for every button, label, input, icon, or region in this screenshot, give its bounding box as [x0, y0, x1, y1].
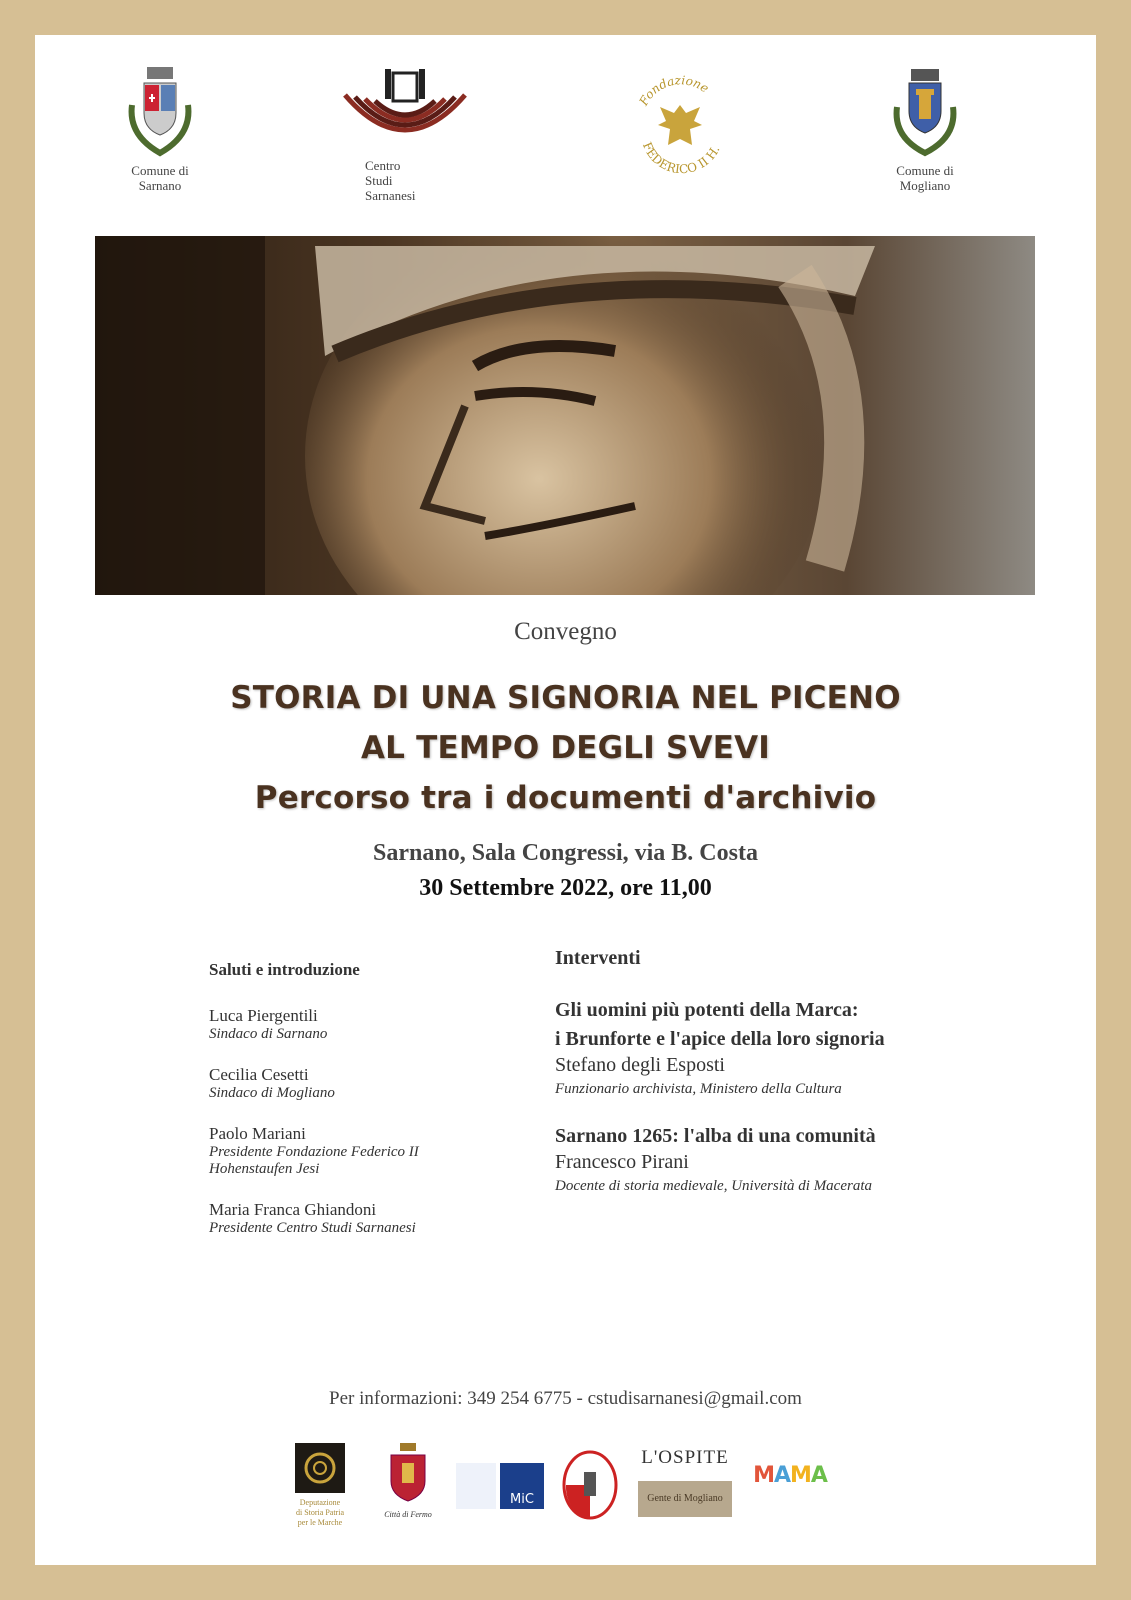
logo-caption: Sarnano: [138, 178, 182, 193]
person-name: Maria Franca Ghiandoni: [209, 1200, 377, 1219]
speaker-block: [209, 1006, 529, 1043]
logo-centro-studi: [335, 65, 495, 203]
event-date: 30 Settembre 2022, ore 11,00: [419, 875, 712, 901]
logo-comune-mogliano: [870, 65, 980, 193]
talk-block: [555, 996, 1015, 1098]
talk-speaker: Stefano degli Esposti: [555, 1054, 725, 1076]
mic-logo-icon: [456, 1463, 544, 1509]
event-type: Convegno: [514, 618, 617, 645]
poster-sheet: [35, 35, 1096, 1565]
person-name: Cecilia Cesetti: [209, 1065, 309, 1084]
logo-caption: Centro: [365, 158, 401, 173]
mogliano-crest-icon: [885, 65, 965, 160]
talk-speaker-role: Docente di storia medievale, Università di Macerata: [555, 1178, 873, 1194]
gente-mogliano-badge: Gente di Mogliano: [638, 1481, 732, 1517]
logo-comune-sarnano: [105, 65, 215, 193]
person-role: Presidente Centro Studi Sarnanesi: [209, 1220, 416, 1236]
person-role: Presidente Fondazione Federico II: [209, 1144, 419, 1160]
logo-caption: Mogliano: [899, 178, 951, 193]
talk-title: Gli uomini più potenti della Marca:: [555, 999, 859, 1021]
ospite-text: L'OSPITE: [641, 1447, 729, 1468]
logo-mama: [750, 1463, 830, 1488]
logo-citta-fermo: [373, 1443, 443, 1519]
portrait-illustration: [95, 236, 1035, 595]
talk-speaker: Francesco Pirani: [555, 1151, 689, 1173]
sponsor-caption: di Storia Patria: [296, 1508, 344, 1517]
logo-caption: Comune di: [896, 163, 954, 178]
knot-emblem-icon: [295, 1443, 345, 1493]
talk-block: [555, 1122, 1015, 1195]
person-role: Sindaco di Sarnano: [209, 1026, 328, 1042]
mic-text: MiC: [510, 1492, 534, 1507]
event-title-line-3: Percorso tra i documenti d'archivio: [254, 780, 877, 816]
talk-speaker-role: Funzionario archivista, Ministero della Cultura: [555, 1081, 842, 1097]
sarnano-crest-icon: [120, 65, 200, 160]
greetings-heading: Saluti e introduzione: [209, 960, 360, 979]
red-seal-icon: [562, 1450, 618, 1520]
logo-caption: Comune di: [131, 163, 189, 178]
sponsor-caption: Deputazione: [299, 1498, 341, 1507]
svg-text:Fondazione: Fondazione: [635, 73, 711, 108]
logo-ospite: [635, 1447, 735, 1517]
svg-text:FEDERICO II H.: FEDERICO II H.: [639, 140, 722, 177]
talk-title: Sarnano 1265: l'alba di una comunità: [555, 1125, 876, 1147]
eagle-seal-icon: [623, 65, 738, 190]
logo-caption: Studi: [365, 173, 393, 188]
talk-title: i Brunforte e l'apice della loro signoria: [555, 1028, 885, 1050]
contact-info: Per informazioni: 349 254 6775 - cstudisarnanesi@gmail.com: [329, 1388, 802, 1409]
logo-fondazione-federico: [620, 65, 740, 193]
fermo-crest-icon: [383, 1443, 433, 1505]
person-name: Luca Piergentili: [209, 1006, 318, 1025]
mama-text: MAMA: [753, 1463, 827, 1488]
event-title-line-1: STORIA DI UNA SIGNORIA NEL PICENO: [230, 680, 901, 716]
sponsor-caption: Città di Fermo: [384, 1510, 432, 1519]
logo-caption: Sarnanesi: [365, 188, 416, 203]
speaker-block: [209, 1124, 529, 1178]
logo-mic: [455, 1463, 545, 1514]
event-venue: Sarnano, Sala Congressi, via B. Costa: [373, 840, 758, 866]
logo-deputazione: [280, 1443, 360, 1528]
person-name: Paolo Mariani: [209, 1124, 306, 1143]
sponsor-caption: per le Marche: [297, 1518, 343, 1527]
speaker-block: [209, 1065, 529, 1102]
greetings-section: [209, 960, 529, 1237]
person-role: Sindaco di Mogliano: [209, 1085, 335, 1101]
speaker-block: [209, 1200, 529, 1237]
logo-municipal-seal: [560, 1450, 620, 1525]
talks-heading: Interventi: [555, 947, 641, 969]
theatre-icon: [335, 65, 475, 155]
hero-image: [95, 236, 1035, 595]
event-title-line-2: AL TEMPO DEGLI SVEVI: [360, 730, 771, 766]
person-role: Hohenstaufen Jesi: [209, 1161, 320, 1177]
talks-section: [555, 947, 1015, 1195]
